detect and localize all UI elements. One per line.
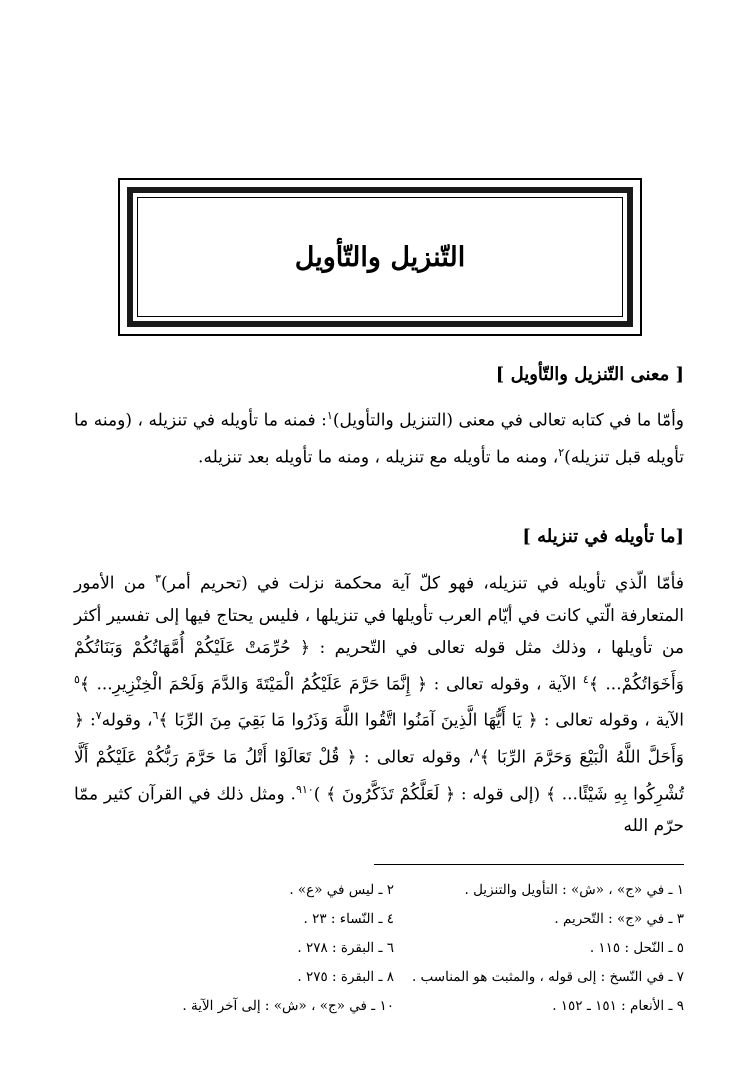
footnote-row [72,963,684,992]
footnote-ref: ٨ [473,745,480,759]
footnote-row [72,876,684,905]
footnote-ref: ١٠ [301,782,314,796]
paragraph-text: ، ومنه ما تأويله مع تنزيله ، ومنه ما تأويله بعد تنزيله. [198,447,559,468]
paragraph-text: فأمّا الّذي تأويله في تنزيله، فهو كلّ آية محكمة نزلت في (تحريم أمر) [160,573,684,594]
footnote-ref: ٤ [582,672,589,686]
chapter-title: التّنزيل والتّأويل [294,241,466,273]
footnote: ٢ ـ ليس في «ع» . [289,882,394,898]
footnote-row [72,992,684,1021]
section-heading-meaning: [ معنى التّنزيل والتّأويل ] [495,364,684,385]
footnote-ref: ٩ [295,782,302,796]
footnote: ١ ـ في «ج» ، «ش» : التأويل والتنزيل . [464,882,684,898]
footnote: ١٠ ـ في «ج» ، «ش» : إلى آخر الآية . [182,998,394,1014]
paragraph-interpretation [74,563,684,842]
section-heading-interpretation-in-revelation: [ما تأويله في تنزيله ] [522,526,684,547]
footnote: ٧ ـ في النّسخ : إلى قوله ، والمثبت هو المناسب . [411,969,684,985]
footnote: ٤ ـ النّساء : ٢٣ . [303,911,394,927]
paragraph-text: الآية ، وقوله تعالى : ﴿ يَا أَيُّهَا الَّذِينَ آمَنُوا اتَّقُوا اللَّهَ وَذَرُوا مَا بَقِيَ مِنَ الرِّبَا ﴾ [158,710,684,731]
footnote-ref: ٣ [155,572,161,585]
footnote: ٨ ـ البقرة : ٢٧٥ . [297,969,394,985]
paragraph-text: : فمنه ما تأويله في تنزيله ، (ومنه ما تأويله قبل تنزيله) [74,410,684,468]
paragraph-text: وأمّا ما في كتابه تعالى في معنى (التنزيل والتأويل) [332,410,685,431]
paragraph-meaning [74,400,684,473]
footnote: ٩ ـ الأنعام : ١٥١ ـ ١٥٢ . [552,998,684,1014]
footnote-row [72,905,684,934]
paragraph-text: ، وقوله [101,710,153,731]
footnote-row [72,934,684,963]
paragraph-text: من الأمور المتعارفة الّتي كانت في أيّام العرب تأويلها في تنزيلها ، فليس يحتاج فيها إلى تفسير أكثر من تأويلها ، وذلك مثل قوله تعالى في التّحريم : ﴿ حُرِّمَتْ عَلَيْكُمْ أُمَّهَاتُكُمْ وَبَنَاتُكُمْ وَأَخَوَاتُكُمْ... ﴾ [74,573,684,695]
footnote: ٦ ـ البقرة : ٢٧٨ . [297,940,394,956]
footnote: ٥ ـ النّحل : ١١٥ . [589,940,684,956]
footnote-ref: ١ [326,409,333,422]
footnote-ref: ٦ [152,709,159,723]
footnote-ref: ٢ [558,445,565,459]
footnote-ref: ٧ [95,709,102,723]
paragraph-text: : ﴿ وَأَحَلَّ اللَّهُ الْبَيْعَ وَحَرَّمَ الرِّبَا ﴾ [74,710,685,768]
paragraph-text: الآية ، وقوله تعالى : ﴿ إِنَّمَا حَرَّمَ عَلَيْكُمُ الْمَيْتَةَ وَالدَّمَ وَلَحْمَ الْخِنْزِيرِ... ﴾ [79,674,583,695]
chapter-title-frame-inner [127,187,633,327]
chapter-title-frame [118,178,642,336]
footnote-divider [374,864,684,865]
paragraph-text: ، وقوله تعالى : ﴿ قُلْ تَعَالَوْا أَتْلُ مَا حَرَّمَ رَبُّكُمْ عَلَيْكُمْ أَلَّا تُشْرِكُوا بِهِ شَيْئًا... ﴾ (إلى قوله : ﴿ لَعَلَّكُمْ تَذَكَّرُونَ ﴾ ) [74,747,684,805]
paragraph-text: . ومثل ذلك في القرآن كثير ممّا حرّم الله [74,784,684,837]
footnote-ref: ٥ [74,672,80,686]
footnotes [72,876,684,1021]
footnote: ٣ ـ في «ج» : التّحريم . [554,911,684,927]
